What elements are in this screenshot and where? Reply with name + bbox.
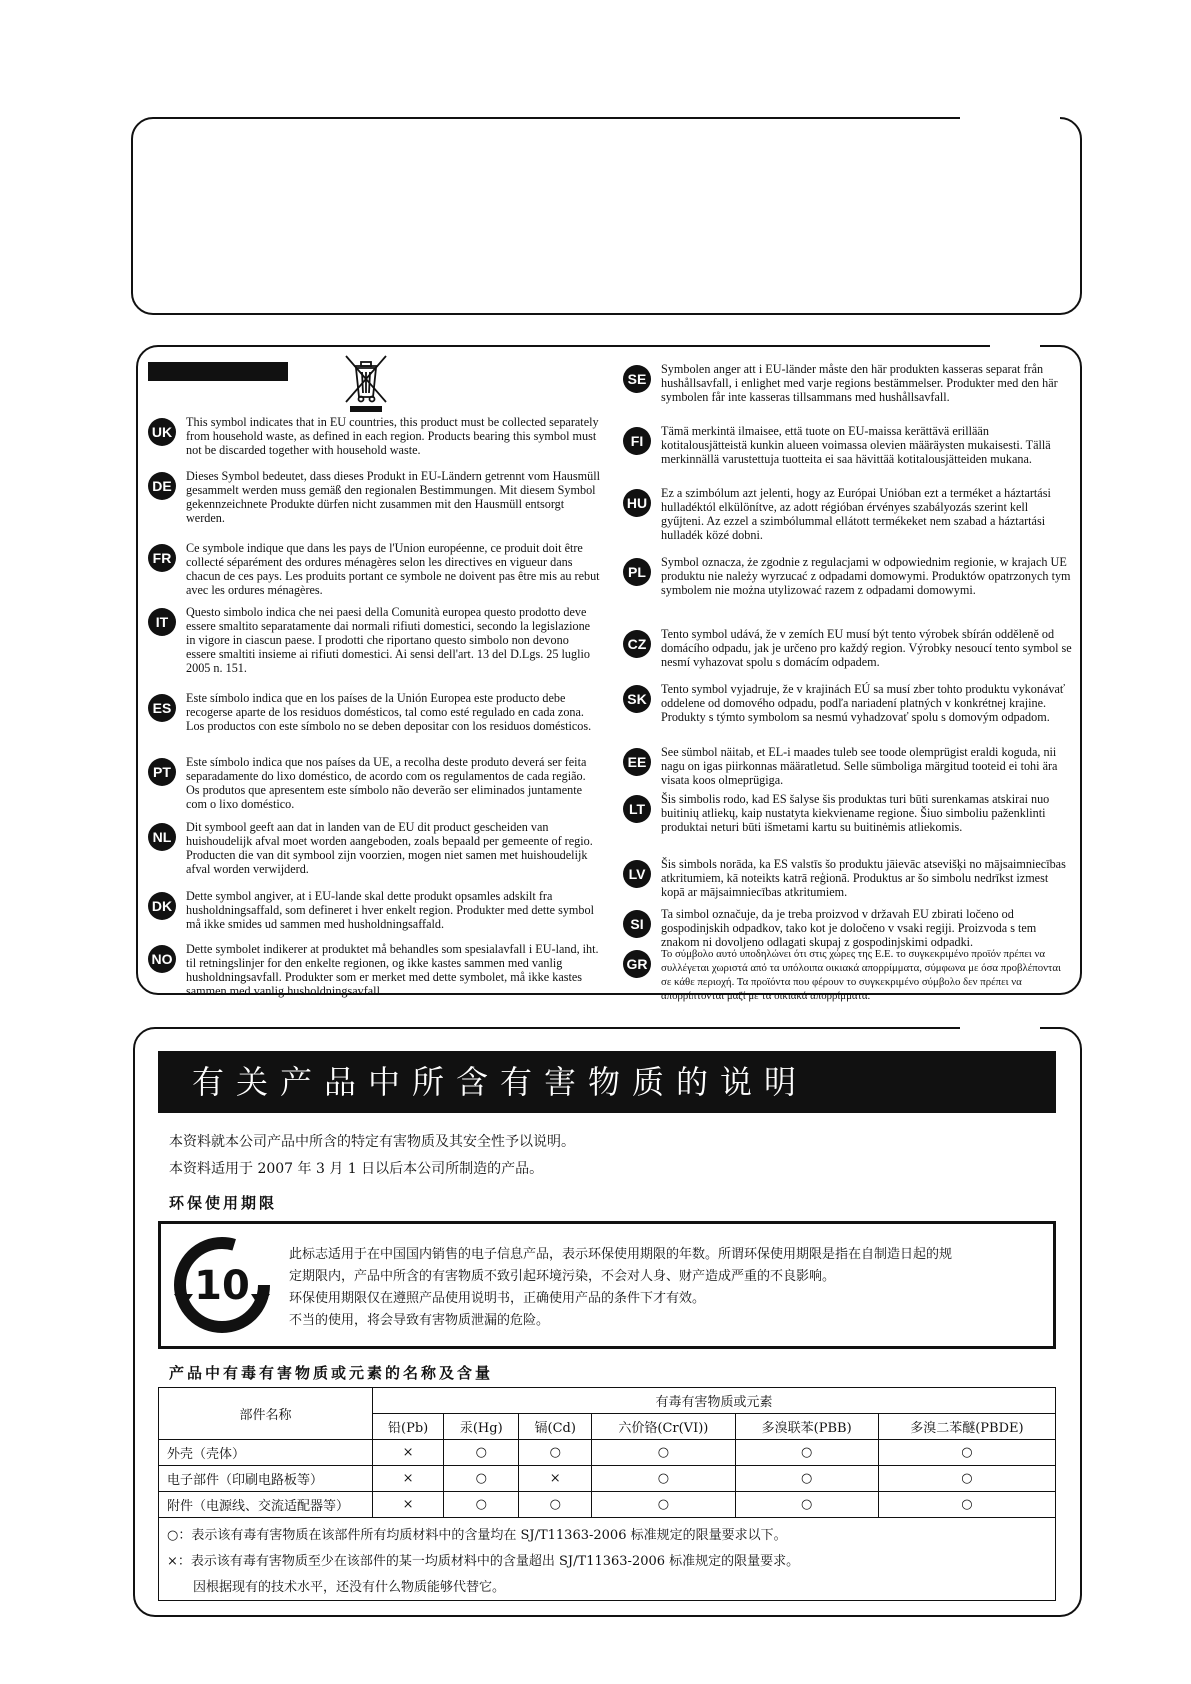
language-badge: DE (148, 472, 176, 500)
language-badge: FI (623, 427, 651, 455)
weee-text: Este símbolo indica que nos países da UE, a recolha deste produto deverá ser feita separadamente do lixo doméstico, de acordo com os regulamentos de cada região. Os produtos que apresentem este símbolo não deverão ser eliminados juntamente com o lixo doméstico. (186, 755, 587, 811)
weee-text: Este símbolo indica que en los países de la Unión Europea este producto debe recogerse aparte de los residuos domésticos, tal como esté regulado en cada zona. Los productos con este símbolo no se deben depositar con los residuos domésticos. (186, 691, 592, 733)
table-heading: 产品中有毒有害物质或元素的名称及含量 (169, 1364, 494, 1382)
substance-header: 铅(Pb) (373, 1414, 444, 1440)
substance-mark: ○ (878, 1492, 1055, 1518)
part-name: 电子部件（印刷电路板等） (159, 1466, 373, 1492)
weee-text: Dieses Symbol bedeutet, dass dieses Produkt in EU-Ländern getrennt vom Hausmüll gesammelt werden muss gemäß den regionalen Bestimmungen. Mit diesem Symbol gekennzeichnete Produkte dürfen nicht zusammen mit den Hausmüll entsorgt werden. (186, 469, 600, 525)
substance-mark: ○ (519, 1440, 592, 1466)
language-badge: IT (148, 608, 176, 636)
substance-header: 多溴二苯醚(PBDE) (878, 1414, 1055, 1440)
language-badge: HU (623, 489, 651, 517)
table-header-row (159, 1388, 1056, 1414)
weee-text: This symbol indicates that in EU countries, this product must be collected separately from household waste, as defined in each region. Products bearing this symbol must not be discarded together with household waste. (186, 415, 599, 457)
substance-mark: ○ (735, 1440, 878, 1466)
table-footnotes (158, 1517, 1056, 1601)
language-badge: EE (623, 748, 651, 776)
substance-mark: × (373, 1440, 444, 1466)
table-row (159, 1466, 1056, 1492)
weee-text: Ez a szimbólum azt jelenti, hogy az Európai Unióban ezt a terméket a háztartási hulladéktól elkülönítve, az adott régióban érvényes szabályozás szerint kell gyűjteni. Az ezzel a szimbólummal ellátott termékeket nem szabad a háztartási hulladék közé dobni. (661, 486, 1051, 542)
weee-text: See sümbol näitab, et EL-i maades tuleb see toode olemprügist eraldi koguda, nii nagu on igas piirkonnas määratletud. Selle sümboliga märgitud tooteid ei tohi ära visata koos olmeprügiga. (661, 745, 1058, 787)
weee-heading-bar (148, 362, 288, 381)
table-row (159, 1440, 1056, 1466)
substance-mark: ○ (592, 1466, 735, 1492)
substance-mark: ○ (878, 1440, 1055, 1466)
panel-gap (990, 342, 1040, 348)
language-badge: NO (148, 945, 176, 973)
weee-text: Tämä merkintä ilmaisee, että tuote on EU-maissa kerättävä erillään kotitalousjätteistä kunkin alueen voimassa olevien määräysten mukaisesti. Tällä merkinnällä varustettuja tuotteita ei saa hävittää kotitalousjätteiden mukana. (661, 424, 1051, 466)
language-badge: NL (148, 823, 176, 851)
panel-gap (960, 1024, 1040, 1030)
language-badge: GR (623, 950, 651, 978)
epup-box (158, 1221, 1056, 1349)
language-badge: FR (148, 544, 176, 572)
weee-text: Tento symbol vyjadruje, že v krajinách EÚ sa musí zber tohto produktu vykonávať oddelene od domového odpadu, podľa nariadení platných v konkrétnej krajine. Produkty s týmto symbolom sa nesmú vyhadzovať spolu s domovým odpadom. (661, 682, 1066, 724)
col-group-header: 有毒有害物质或元素 (373, 1388, 1056, 1414)
substance-mark: ○ (444, 1492, 519, 1518)
epup-heading: 环保使用期限 (169, 1194, 278, 1212)
substance-mark: ○ (519, 1492, 592, 1518)
substance-mark: ○ (444, 1440, 519, 1466)
footnote-circle: ○：表示该有毒有害物质在该部件所有均质材料中的含量均在 SJ/T11363-2006 标准规定的限量要求以下。 (167, 1528, 787, 1543)
substance-header: 多溴联苯(PBB) (735, 1414, 878, 1440)
language-badge: LV (623, 860, 651, 888)
epup-logo-number: 10 (194, 1263, 250, 1309)
substance-mark: × (519, 1466, 592, 1492)
weee-text: Ta simbol označuje, da je treba proizvod v državah EU zbirati ločeno od gospodinjskih odpadkov, tako kot je določeno v vsaki regiji. Proizvoda s tem znakom ni dovoljeno odlagati skupaj z gospodinjskimi odpadki. (661, 907, 1037, 949)
language-badge: CZ (623, 630, 651, 658)
epup-line: 定期限内，产品中所含的有害物质不致引起环境污染，不会对人身、财产造成严重的不良影响。 (289, 1269, 836, 1284)
weee-text: Tento symbol udává, že v zemích EU musí být tento výrobek sbírán odděleně od domácího odpadu, jak je určeno pro každý region. Výrobky nesoucí tento symbol se nesmí vyhazovat spolu s domácím odpadem. (661, 627, 1072, 669)
language-badge: PT (148, 758, 176, 786)
weee-text: Questo simbolo indica che nei paesi della Comunità europea questo prodotto deve essere smaltito separatamente dai normali rifiuti domestici, secondo la legislazione in vigore in ciascun paese. I prodotti che riportano questo simbolo non devono essere smaltiti insieme ai rifiuti domestici. Ai sensi dell'art. 13 del D.Lgs. 25 luglio 2005 n. 151. (186, 605, 591, 675)
substance-mark: ○ (444, 1466, 519, 1492)
substance-header: 六价铬(Cr(VI)) (592, 1414, 735, 1440)
weee-text: Šis simbolis rodo, kad ES šalyse šis produktas turi būti surenkamas atskirai nuo buitinių atliekų, kaip nustatyta kiekviename regione. Šiuo simboliu paženklinti produktai neturi būti išmetami kartu su buitinėmis atliekomis. (661, 792, 1050, 834)
table-row (159, 1492, 1056, 1518)
substance-header: 镉(Cd) (519, 1414, 592, 1440)
footnote-cross: ×：表示该有毒有害物质至少在该部件的某一均质材料中的含量超出 SJ/T11363-2006 标准规定的限量要求。 (167, 1554, 800, 1569)
weee-text: Dit symbool geeft aan dat in landen van de EU dit product gescheiden van huishoudelijk afval moet worden aangeboden, zoals bepaald per gemeente of regio. Producten die van dit symbool zijn voorzien, mogen niet samen met huishoudelijk afval worden verwijderd. (186, 820, 593, 876)
weee-text: Šis simbols norāda, ka ES valstīs šo produktu jāievāc atsevišķi no mājsaimniecības atkritumiem, kā noteikts katrā reģionā. Produktus ar šo simbolu nedrīkst izmest kopā ar mājsaimniecības atkritumiem. (661, 857, 1066, 899)
intro-line-1: 本资料就本公司产品中所含的特定有害物质及其安全性予以说明。 (169, 1134, 575, 1150)
language-badge: SK (623, 685, 651, 713)
weee-text: Dette symbolet indikerer at produktet må behandles som spesialavfall i EU-land, iht. til retningslinjer for den enkelte regionen, og ikke kastes sammen med vanlig husholdningsavfall. Produkter som er merket med dette symbolet, må ikke kastes sammen med vanlig husholdningsavfall. (186, 942, 599, 998)
language-badge: LT (623, 795, 651, 823)
language-badge: SI (623, 910, 651, 938)
substance-header: 汞(Hg) (444, 1414, 519, 1440)
top-blank-panel (131, 117, 1082, 315)
footnote-reason: 因根据现有的技术水平，还没有什么物质能够代替它。 (193, 1580, 506, 1595)
substance-mark: ○ (735, 1466, 878, 1492)
part-name: 附件（电源线、交流适配器等） (159, 1492, 373, 1518)
crossed-bin-icon (342, 353, 390, 413)
hazard-title: 有关产品中所含有害物质的说明 (158, 1051, 1056, 1113)
epup-description (289, 1244, 1049, 1332)
epup-line: 此标志适用于在中国国内销售的电子信息产品，表示环保使用期限的年数。所谓环保使用期限是指在自制造日起的规 (289, 1247, 953, 1262)
weee-text: Dette symbol angiver, at i EU-lande skal dette produkt opsamles adskilt fra husholdningsaffald, som defineret i hver enkelt region. Produkter med dette symbol må ikke smides ud sammen med husholdningsaffald. (186, 889, 594, 931)
substance-mark: × (373, 1466, 444, 1492)
language-badge: ES (148, 694, 176, 722)
language-badge: SE (623, 365, 651, 393)
weee-notice-panel (136, 345, 1082, 1002)
epup-line: 不当的使用，将会导致有害物质泄漏的危险。 (289, 1313, 550, 1328)
weee-text: Το σύμβολο αυτό υποδηλώνει ότι στις χώρες της Ε.Ε. το συγκεκριμένο προϊόν πρέπει να συλλέγεται χωριστά από τα υπόλοιπα οικιακά απορρίμματα, σύμφωνα με όσα προβλέπονται σε κάθε περιοχή. Τα προϊόντα που φέρουν το συγκεκριμένο σύμβολο δεν πρέπει να απορρίπτονται μαζί με τα οικιακά απορρίμματα. (661, 948, 1061, 1002)
part-name: 外壳（壳体） (159, 1440, 373, 1466)
weee-text: Ce symbole indique que dans les pays de l'Union européenne, ce produit doit être collecté séparément des ordures ménagères selon les directives en vigueur dans chacun de ces pays. Les produits portant ce symbole ne doivent pas être mis au rebut avec les ordures ménagères. (186, 541, 600, 597)
substance-mark: ○ (735, 1492, 878, 1518)
language-badge: PL (623, 558, 651, 586)
substance-mark: ○ (878, 1466, 1055, 1492)
language-badge: UK (148, 418, 176, 446)
panel-gap (960, 114, 1060, 120)
epup-line: 环保使用期限仅在遵照产品使用说明书，正确使用产品的条件下才有效。 (289, 1291, 706, 1306)
substance-table (158, 1387, 1056, 1518)
substance-mark: ○ (592, 1492, 735, 1518)
intro-line-2: 本资料适用于 2007 年 3 月 1 日以后本公司所制造的产品。 (169, 1161, 544, 1177)
hazardous-substance-panel (133, 1027, 1082, 1617)
col-part-header: 部件名称 (159, 1388, 373, 1440)
epup-10-logo-icon (171, 1234, 273, 1336)
weee-text: Symbol oznacza, że zgodnie z regulacjami w odpowiednim regionie, w krajach UE produktu nie należy wyrzucać z odpadami domowymi. Produktów opatrzonych tym symbolem nie można utylizować razem z odpadami domowymi. (661, 555, 1071, 597)
substance-mark: ○ (592, 1440, 735, 1466)
weee-text: Symbolen anger att i EU-länder måste den här produkten kasseras separat från hushållsavfall, i enlighet med varje regions bestämmelser. Produkter med den här symbolen får inte kasseras tillsammans med hushållsavfall. (661, 362, 1058, 404)
substance-mark: × (373, 1492, 444, 1518)
language-badge: DK (148, 892, 176, 920)
